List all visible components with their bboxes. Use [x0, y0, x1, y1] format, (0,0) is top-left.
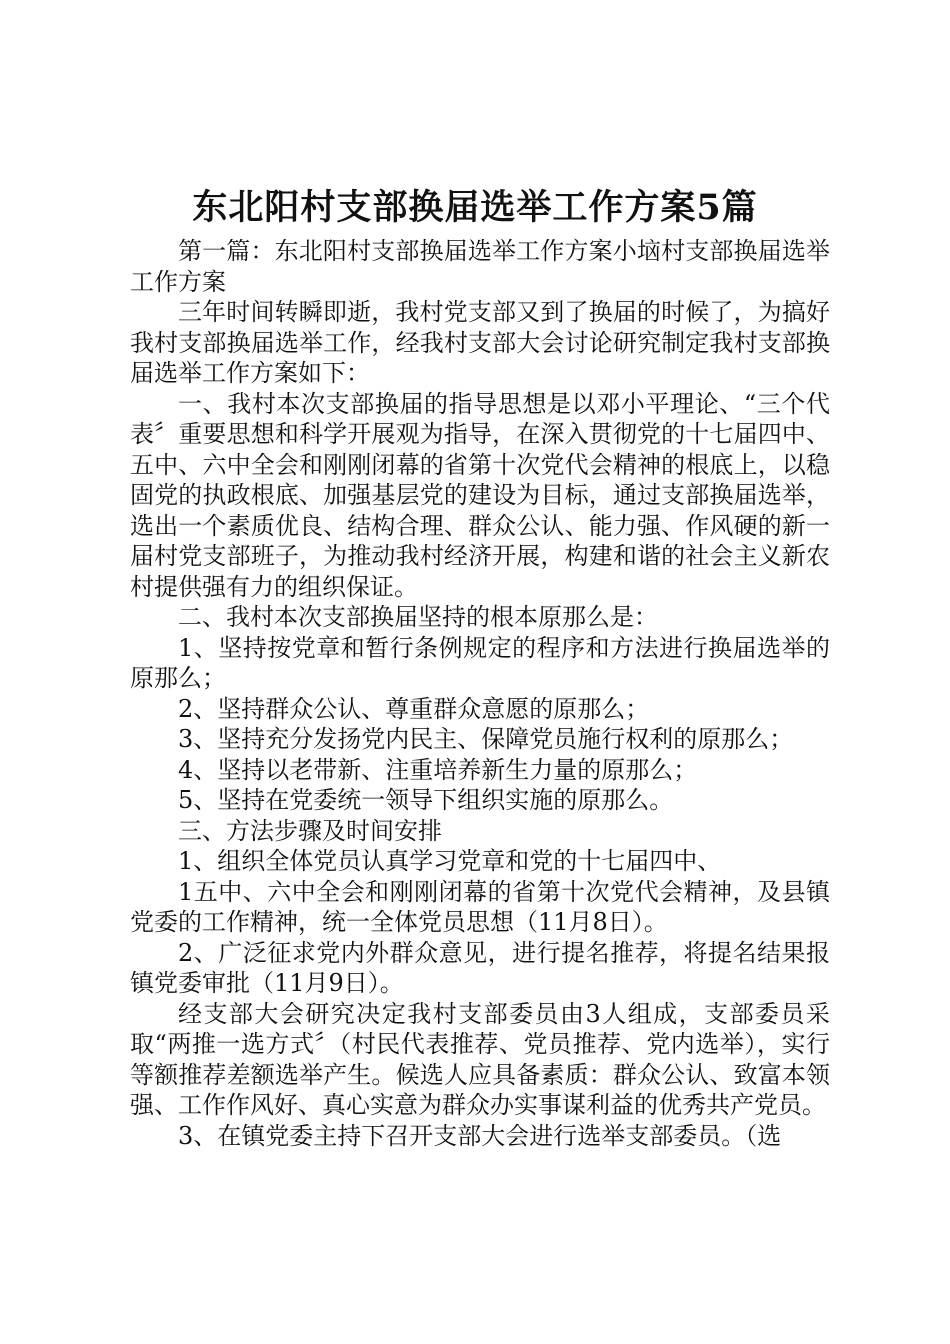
paragraph: 三年时间转瞬即逝，我村党支部又到了换届的时候了，为搞好我村支部换届选举工作，经我村支部大会讨论研究制定我村支部换届选举工作方案如下： — [130, 298, 830, 387]
document-body — [130, 236, 830, 1151]
list-item: 2、广泛征求党内外群众意见，进行提名推荐，将提名结果报镇党委审批（11月9日）。 — [130, 938, 830, 997]
list-item: 3、坚持充分发扬党内民主、保障党员施行权利的原那么； — [178, 725, 794, 753]
paragraph: 二、我村本次支部换届坚持的根本原那么是： — [178, 603, 658, 631]
document-title: 东北阳村支部换届选举工作方案5篇 — [192, 187, 758, 228]
list-item: 3、在镇党委主持下召开支部大会进行选举支部委员。（选 — [178, 1121, 782, 1150]
list-item: 5、坚持在党委统一领导下组织实施的原那么。 — [178, 786, 674, 814]
paragraph: 经支部大会研究决定我村支部委员由3人组成，支部委员采取“两推一选方式〞（村民代表推荐、党员推荐、党内选举），实行等额推荐差额选举产生。候选人应具备素质：群众公认、致富本领强、工作作风好、真心实意为群众办实事谋利益的优秀共产党员。 — [130, 999, 830, 1119]
paragraph: 1五中、六中全会和刚刚闭幕的省第十次党代会精神，及县镇党委的工作精神，统一全体党员思想（11月8日）。 — [130, 877, 830, 936]
paragraph: 一、我村本次支部换届的指导思想是以邓小平理论、“三个代表〞重要思想和科学开展观为指导，在深入贯彻党的十七届四中、五中、六中全会和刚刚闭幕的省第十次党代会精神的根底上，以稳固党的执政根底、加强基层党的建设为目标，通过支部换届选举，选出一个素质优良、结构合理、群众公认、能力强、作风硬的新一届村党支部班子，为推动我村经济开展，构建和谐的社会主义新农村提供强有力的组织保证。 — [130, 389, 830, 601]
list-item: 1、坚持按党章和暂行条例规定的程序和方法进行换届选举的原那么； — [130, 633, 830, 692]
list-item: 1、组织全体党员认真学习党章和党的十七届四中、 — [178, 847, 722, 875]
list-item: 2、坚持群众公认、尊重群众意愿的原那么； — [178, 694, 650, 723]
section-heading: 三、方法步骤及时间安排 — [178, 816, 442, 845]
paragraph-heading: 第一篇：东北阳村支部换届选举工作方案小垴村支部换届选举工作方案 — [130, 237, 830, 296]
list-item: 4、坚持以老带新、注重培养新生力量的原那么； — [178, 755, 698, 784]
